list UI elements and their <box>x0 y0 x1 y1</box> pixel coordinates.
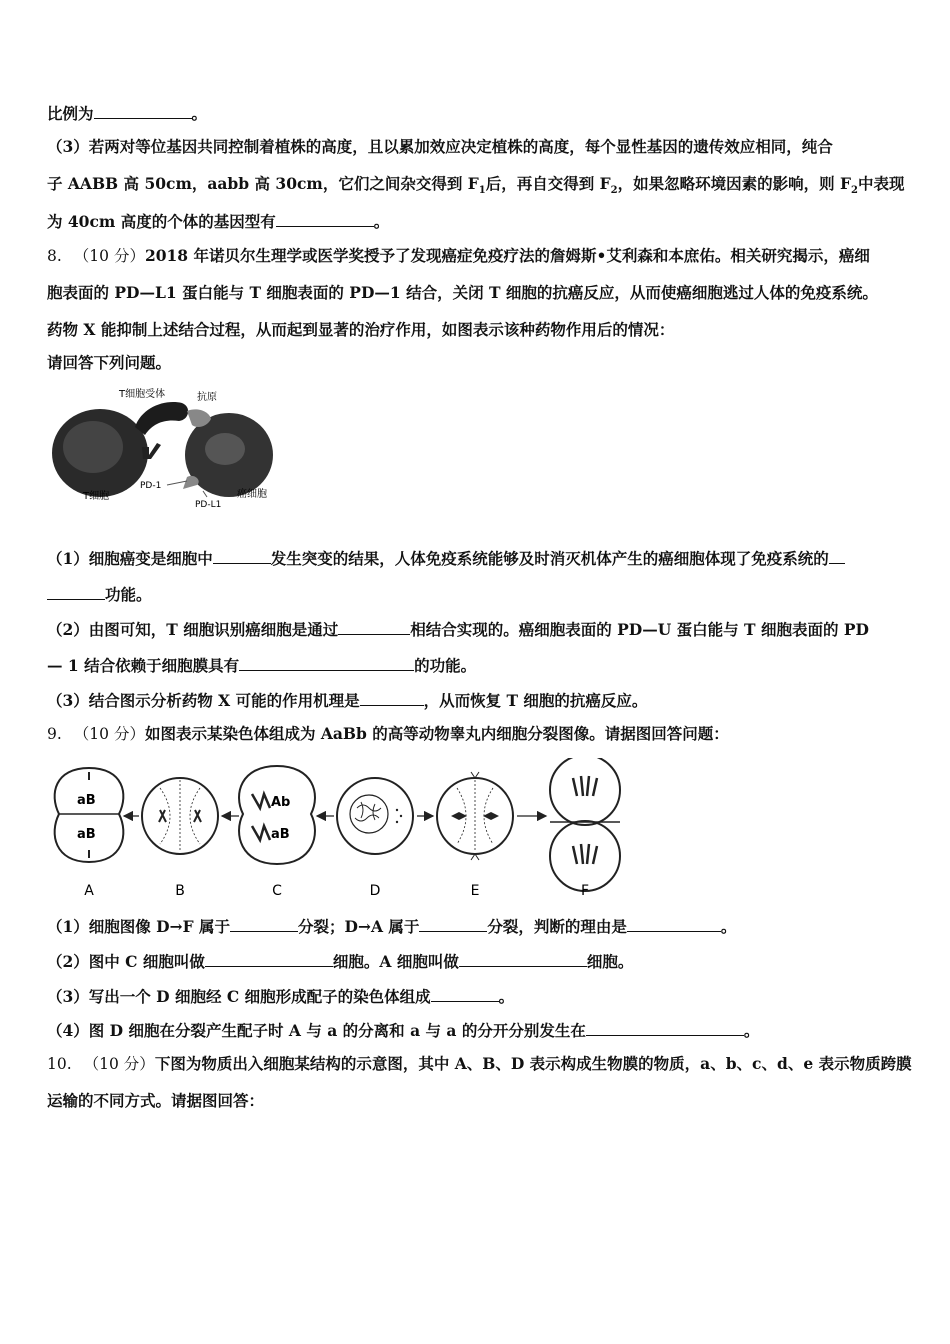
q9-sub1-line: （1）细胞图像 D→F 属于 分裂；D→A 属于 分裂，判断的理由是 。 <box>47 917 737 936</box>
q8-intro-line3: 药物 X 能抑制上述结合过程，从而起到显著的治疗作用，如图表示该种药物作用后的情况： <box>47 320 675 339</box>
cell-c-bottom-label: aB <box>271 827 290 842</box>
q8-prompt: 请回答下列问题。 <box>47 353 172 372</box>
answer-blank[interactable] <box>586 1020 744 1036</box>
q8-sub1-line1: （1）细胞癌变是细胞中 发生突变的结果，人体免疫系统能够及时消灭机体产生的癌细胞体现了免疫系统的 <box>47 548 910 569</box>
answer-blank[interactable] <box>47 584 105 600</box>
answer-blank[interactable] <box>276 211 374 227</box>
answer-blank[interactable] <box>431 986 499 1002</box>
cell-d <box>337 778 413 854</box>
answer-blank[interactable] <box>459 951 587 967</box>
cell-b <box>142 778 218 854</box>
q9-sub3-line: （3）写出一个 D 细胞经 C 细胞形成配子的染色体组成 。 <box>47 987 515 1006</box>
answer-blank[interactable] <box>213 548 271 564</box>
label-t-cell: T细胞 <box>83 491 110 502</box>
label-antigen: 抗原 <box>197 392 217 403</box>
label-a: A <box>84 883 94 899</box>
answer-blank[interactable] <box>94 103 192 119</box>
label-e: E <box>470 883 480 899</box>
t-receptor-shape <box>135 402 188 435</box>
cell-a <box>55 768 124 862</box>
q8-sub2-line1: （2）由图可知，T 细胞识别癌细胞是通过 相结合实现的。癌细胞表面的 PD—U 蛋白能与 T 细胞表面的 PD <box>47 620 869 639</box>
pdl1-shape <box>183 476 199 489</box>
question-number: 9. <box>47 725 62 743</box>
q8-sub2-line2: — 1 结合依赖于细胞膜具有 的功能。 <box>47 656 477 675</box>
cell-a-top-label: aB <box>77 793 96 808</box>
answer-blank[interactable] <box>205 951 333 967</box>
q7-part3-line3: 为 40cm 高度的个体的基因型有 。 <box>47 212 390 231</box>
answer-blank[interactable] <box>239 655 414 671</box>
answer-blank[interactable] <box>360 690 424 706</box>
q7-part3-line1: （3）若两对等位基因共同控制着植株的高度，且以累加效应决定植株的高度，每个显性基因的遗传效应相同，纯合 <box>47 137 833 156</box>
label-pdl1: PD-L1 <box>195 500 222 510</box>
label-cancer-cell: 癌细胞 <box>237 489 267 500</box>
immune-figure <box>47 385 282 515</box>
question-score: （10 分） <box>73 247 145 265</box>
question-score: （10 分） <box>73 725 145 743</box>
q9-sub2-line: （2）图中 C 细胞叫做 细胞。A 细胞叫做 细胞。 <box>47 952 634 971</box>
cell-f <box>550 758 620 891</box>
cell-a-bottom-label: aB <box>77 827 96 842</box>
q7-tail-line: 比例为 。 <box>47 104 208 123</box>
label-c: C <box>272 883 282 899</box>
q8-intro-line1: 8. （10 分）2018 年诺贝尔生理学或医学奖授予了发现癌症免疫疗法的詹姆斯•艾利森和本庶佑。相关研究揭示，癌细 <box>47 246 870 265</box>
q10-intro-line2: 运输的不同方式。请据图回答： <box>47 1091 265 1110</box>
question-number: 8. <box>47 247 62 265</box>
cell-e <box>437 772 513 860</box>
question-score: （10 分） <box>83 1055 155 1073</box>
q9-intro-line: 9. （10 分）如图表示某染色体组成为 AaBb 的高等动物睾丸内细胞分裂图像。请据图回答问题： <box>47 724 729 743</box>
label-pd1: PD-1 <box>140 481 162 491</box>
label-t-receptor: T细胞受体 <box>119 389 166 400</box>
answer-blank[interactable] <box>338 619 410 635</box>
cell-c <box>239 766 315 864</box>
answer-blank[interactable] <box>627 916 721 932</box>
q8-sub3-line: （3）结合图示分析药物 X 可能的作用机理是 ，从而恢复 T 细胞的抗癌反应。 <box>47 691 648 710</box>
q7-part3-line2: 子 AABB 高 50cm，aabb 高 30cm，它们之间杂交得到 $F_1$后，再自交得到 $F_2$，如果忽略环境因素的影响，则 $F_2$中表现 <box>47 174 905 197</box>
answer-blank[interactable] <box>419 916 487 932</box>
label-d: D <box>369 883 381 899</box>
answer-blank[interactable] <box>230 916 298 932</box>
cell-c-top-label: Ab <box>271 795 291 810</box>
label-b: B <box>175 883 185 899</box>
answer-blank[interactable] <box>829 548 845 564</box>
question-number: 10. <box>47 1055 72 1073</box>
q8-intro-line2: 胞表面的 PD—L1 蛋白能与 T 细胞表面的 PD—1 结合，关闭 T 细胞的抗癌反应，从而使癌细胞逃过人体的免疫系统。 <box>47 283 878 302</box>
q8-sub1-line2: 功能。 <box>47 584 910 605</box>
label-f: F <box>580 883 590 899</box>
cell-division-figure <box>47 758 647 903</box>
q9-sub4-line: （4）图 D 细胞在分裂产生配子时 A 与 a 的分离和 a 与 a 的分开分别发生在 。 <box>47 1021 760 1040</box>
q10-intro-line1: 10. （10 分）下图为物质出入细胞某结构的示意图，其中 A、B、D 表示构成生物膜的物质，a、b、c、d、e 表示物质跨膜 <box>47 1054 912 1073</box>
